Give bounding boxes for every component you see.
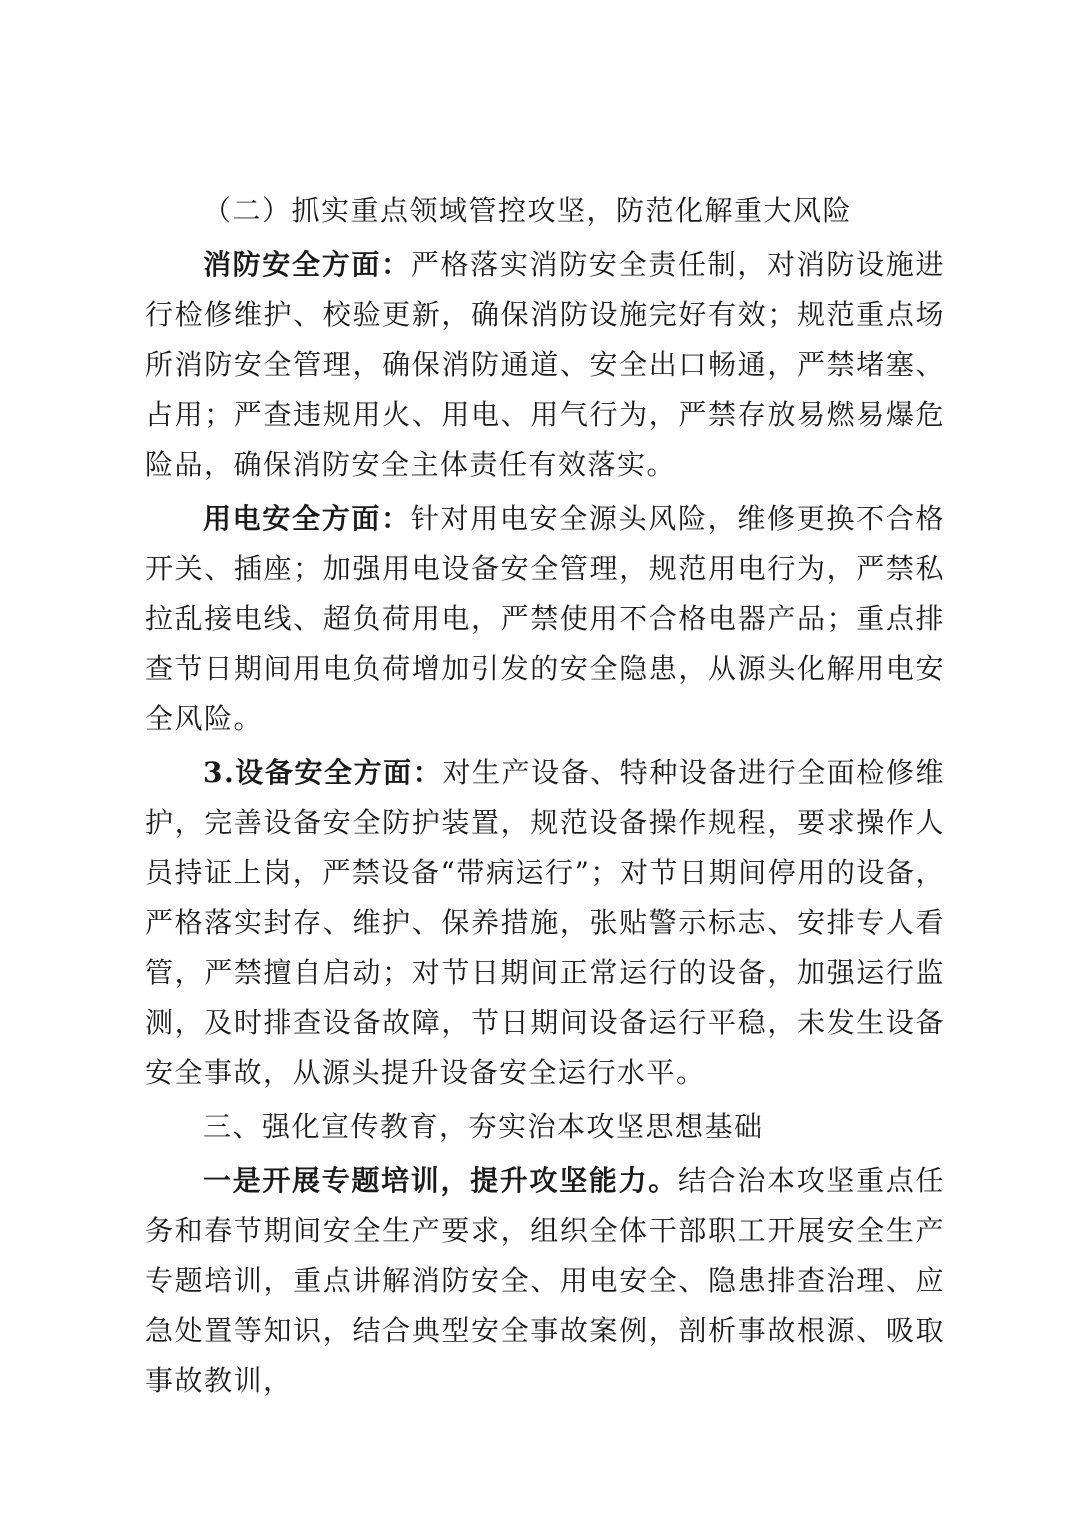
paragraph-text-fire-safety: 严格落实消防安全责任制，对消防设施进行检修维护、校验更新，确保消防设施完好有效；规范重点场所消防安全管理，确保消防通道、安全出口畅通，严禁堵塞、占用；严查违规用火、用电、用气行为，严禁存放易燃易爆危险品，确保消防安全主体责任有效落实。 — [145, 248, 945, 481]
paragraph-electrical-safety — [145, 494, 945, 744]
paragraph-text-electrical-safety: 针对用电安全源头风险，维修更换不合格开关、插座；加强用电设备安全管理，规范用电行为，严禁私拉乱接电线、超负荷用电，严禁使用不合格电器产品；重点排查节日期间用电负荷增加引发的安全隐患，从源头化解用电安全风险。 — [145, 502, 945, 735]
paragraph-fire-safety — [145, 240, 945, 490]
paragraph-lead-electrical-safety: 用电安全方面： — [203, 502, 411, 535]
document-body — [145, 186, 945, 1410]
paragraph-lead-training: 一是开展专题培训，提升攻坚能力。 — [203, 1164, 678, 1197]
paragraph-lead-equipment-safety: 3.设备安全方面： — [203, 756, 443, 789]
paragraph-text-training: 结合治本攻坚重点任务和春节期间安全生产要求，组织全体干部职工开展安全生产专题培训，重点讲解消防安全、用电安全、隐患排查治理、应急处置等知识，结合典型安全事故案例，剖析事故根源、吸取事故教训， — [145, 1164, 945, 1397]
paragraph-training — [145, 1156, 945, 1406]
section-heading-education: 三、强化宣传教育，夯实治本攻坚思想基础 — [203, 1110, 764, 1143]
paragraph-lead-fire-safety: 消防安全方面： — [203, 248, 411, 281]
section-heading-risk-control: （二）抓实重点领域管控攻坚，防范化解重大风险 — [203, 194, 853, 227]
paragraph-text-equipment-safety: 对生产设备、特种设备进行全面检修维护，完善设备安全防护装置，规范设备操作规程，要求操作人员持证上岗，严禁设备“带病运行”；对节日期间停用的设备，严格落实封存、维护、保养措施，张贴警示标志、安排专人看管，严禁擅自启动；对节日期间正常运行的设备，加强运行监测，及时排查设备故障，节日期间设备运行平稳，未发生设备安全事故，从源头提升设备安全运行水平。 — [145, 756, 945, 1089]
paragraph-equipment-safety — [145, 748, 945, 1098]
